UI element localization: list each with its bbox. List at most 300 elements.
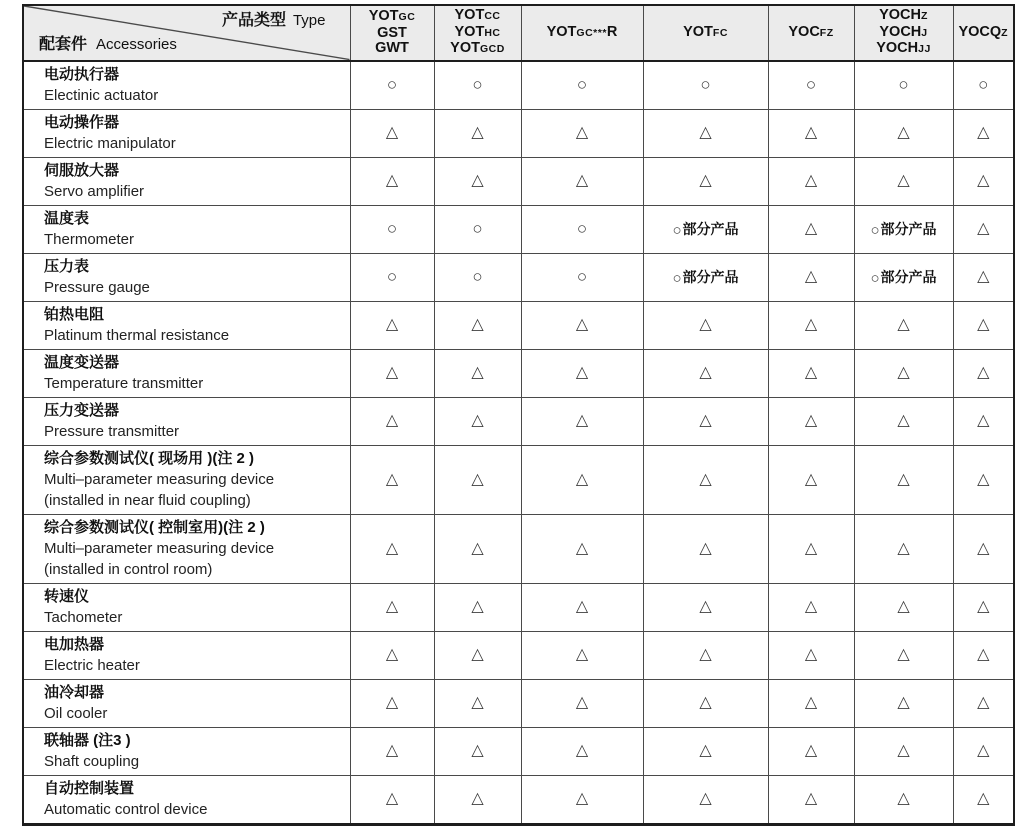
product-type-corner-label xyxy=(222,13,326,29)
symbol-cell xyxy=(434,253,521,301)
accessory-name-zh: 电动操作器 xyxy=(44,113,120,131)
partial-product-label: 部分产品 xyxy=(682,221,739,237)
symbol-cell xyxy=(953,727,1014,775)
accessory-name-en: Pressure transmitter xyxy=(44,422,180,440)
symbol-cell xyxy=(854,61,953,110)
product-type-header-7 xyxy=(953,5,1014,61)
product-code-line: YOCFZ xyxy=(788,23,834,40)
circle-symbol: ○ xyxy=(472,266,483,286)
product-code-line: YOTGCD xyxy=(450,40,505,56)
accessory-label-cell xyxy=(23,61,350,110)
symbol-cell xyxy=(854,583,953,631)
triangle-symbol: △ xyxy=(471,470,484,488)
product-code-line: YOCHZ xyxy=(879,7,928,23)
symbol-cell xyxy=(521,349,643,397)
accessory-name-en: Tachometer xyxy=(44,608,123,626)
triangle-symbol: △ xyxy=(804,412,818,429)
accessory-label-cell xyxy=(23,301,350,349)
triangle-symbol: △ xyxy=(699,316,712,333)
triangle-symbol: △ xyxy=(804,646,818,663)
triangle-symbol: △ xyxy=(471,646,484,663)
symbol-cell xyxy=(768,631,854,679)
triangle-symbol: △ xyxy=(699,790,712,807)
circle-symbol: ○ xyxy=(472,74,483,94)
symbol-cell xyxy=(643,514,768,583)
triangle-symbol: △ xyxy=(471,364,484,381)
symbol-cell xyxy=(643,301,768,349)
triangle-symbol: △ xyxy=(897,364,910,381)
symbol-cell xyxy=(854,445,953,514)
symbol-cell xyxy=(643,61,768,110)
symbol-cell xyxy=(434,349,521,397)
accessory-name-en: Platinum thermal resistance xyxy=(44,326,230,344)
product-code-line: GST xyxy=(377,24,407,41)
triangle-symbol: △ xyxy=(977,220,990,237)
accessory-label-cell xyxy=(23,397,350,445)
symbol-cell xyxy=(768,445,854,514)
triangle-symbol: △ xyxy=(897,646,910,663)
symbol-cell xyxy=(350,301,434,349)
symbol-cell xyxy=(434,61,521,110)
symbol-cell xyxy=(643,445,768,514)
triangle-symbol: △ xyxy=(385,790,399,807)
symbol-cell xyxy=(521,727,643,775)
symbol-cell xyxy=(521,157,643,205)
triangle-symbol: △ xyxy=(385,124,399,141)
symbol-cell xyxy=(521,301,643,349)
product-code-line: YOTCC xyxy=(454,7,501,23)
triangle-symbol: △ xyxy=(575,470,589,488)
table-row xyxy=(23,349,1014,397)
triangle-symbol: △ xyxy=(699,172,712,189)
symbol-cell xyxy=(434,445,521,514)
symbol-cell xyxy=(643,397,768,445)
partial-product-label: 部分产品 xyxy=(682,269,739,285)
symbol-cell xyxy=(521,631,643,679)
accessory-name-zh: 电加热器 xyxy=(44,635,105,653)
triangle-symbol: △ xyxy=(804,268,818,285)
table-row xyxy=(23,205,1014,253)
accessories-label-zh: 配套件 xyxy=(39,36,88,53)
triangle-symbol: △ xyxy=(471,316,484,333)
symbol-cell xyxy=(854,205,953,253)
symbol-cell xyxy=(350,583,434,631)
triangle-symbol: △ xyxy=(804,364,818,381)
symbol-cell xyxy=(768,583,854,631)
accessory-name-en: Thermometer xyxy=(44,230,135,248)
table-row xyxy=(23,679,1014,727)
symbol-cell xyxy=(854,631,953,679)
symbol-cell xyxy=(350,253,434,301)
table-row xyxy=(23,61,1014,110)
circle-partial-product xyxy=(870,221,936,238)
triangle-symbol: △ xyxy=(471,790,484,807)
symbol-cell xyxy=(854,253,953,301)
accessory-name-en: Electric manipulator xyxy=(44,134,176,152)
accessory-name-en: Automatic control device xyxy=(44,800,208,818)
product-code-line: YOTGC***R xyxy=(546,23,618,40)
triangle-symbol: △ xyxy=(977,646,990,663)
partial-product-label: 部分产品 xyxy=(880,221,937,237)
table-row xyxy=(23,631,1014,679)
triangle-symbol: △ xyxy=(471,694,484,711)
symbol-cell xyxy=(521,253,643,301)
symbol-cell xyxy=(953,205,1014,253)
triangle-symbol: △ xyxy=(385,364,399,381)
type-label-en: Type xyxy=(292,12,326,29)
triangle-symbol: △ xyxy=(804,742,818,759)
symbol-cell xyxy=(521,61,643,110)
triangle-symbol: △ xyxy=(575,598,589,615)
product-type-header-4 xyxy=(643,5,768,61)
symbol-cell xyxy=(434,631,521,679)
triangle-symbol: △ xyxy=(977,694,990,711)
symbol-cell xyxy=(854,109,953,157)
symbol-cell xyxy=(521,205,643,253)
triangle-symbol: △ xyxy=(699,412,712,429)
symbol-cell xyxy=(350,109,434,157)
symbol-cell xyxy=(521,397,643,445)
triangle-symbol: △ xyxy=(385,470,399,488)
accessory-name-zh: 压力表 xyxy=(44,257,90,275)
symbol-cell xyxy=(350,61,434,110)
triangle-symbol: △ xyxy=(804,470,818,488)
circle-symbol: ○ xyxy=(870,222,880,239)
triangle-symbol: △ xyxy=(804,598,818,615)
symbol-cell xyxy=(350,445,434,514)
symbol-cell xyxy=(643,679,768,727)
symbol-cell xyxy=(350,679,434,727)
circle-symbol: ○ xyxy=(805,74,817,94)
triangle-symbol: △ xyxy=(575,694,589,711)
partial-product-label: 部分产品 xyxy=(880,269,937,285)
symbol-cell xyxy=(953,349,1014,397)
accessory-name-en: Electric heater xyxy=(44,656,140,674)
symbol-cell xyxy=(350,205,434,253)
symbol-cell xyxy=(953,157,1014,205)
triangle-symbol: △ xyxy=(575,124,589,141)
circle-symbol: ○ xyxy=(386,218,398,238)
accessory-label-cell xyxy=(23,445,350,514)
accessory-name-zh: 电动执行器 xyxy=(44,65,120,83)
accessory-label-cell xyxy=(23,514,350,583)
triangle-symbol: △ xyxy=(699,539,712,557)
symbol-cell xyxy=(854,397,953,445)
accessory-label-cell xyxy=(23,583,350,631)
triangle-symbol: △ xyxy=(977,598,990,615)
triangle-symbol: △ xyxy=(977,539,990,557)
symbol-cell xyxy=(854,727,953,775)
accessories-compatibility-table xyxy=(22,4,1015,826)
triangle-symbol: △ xyxy=(804,172,818,189)
product-code-line: YOCHJJ xyxy=(876,40,931,56)
accessory-label-cell xyxy=(23,349,350,397)
circle-symbol: ○ xyxy=(672,270,682,287)
circle-symbol: ○ xyxy=(576,218,588,238)
accessory-name-en: Multi–parameter measuring device xyxy=(44,539,275,557)
accessory-label-cell xyxy=(23,253,350,301)
symbol-cell xyxy=(434,727,521,775)
triangle-symbol: △ xyxy=(471,124,484,141)
accessory-name-zh: 自动控制装置 xyxy=(44,779,135,797)
symbol-cell xyxy=(768,397,854,445)
triangle-symbol: △ xyxy=(699,646,712,663)
triangle-symbol: △ xyxy=(385,412,399,429)
accessory-name-zh: 综合参数测试仪( 现场用 )(注 2 ) xyxy=(44,449,254,467)
symbol-cell xyxy=(768,727,854,775)
circle-symbol: ○ xyxy=(576,266,588,286)
triangle-symbol: △ xyxy=(977,316,990,333)
accessory-name-zh: 伺服放大器 xyxy=(44,161,120,179)
triangle-symbol: △ xyxy=(575,364,589,381)
table-body xyxy=(23,61,1014,825)
accessory-name-en: Multi–parameter measuring device xyxy=(44,470,275,488)
table-row xyxy=(23,397,1014,445)
symbol-cell xyxy=(350,157,434,205)
type-label-zh: 产品类型 xyxy=(221,12,286,29)
accessory-name-en: Pressure gauge xyxy=(44,278,150,296)
symbol-cell xyxy=(768,205,854,253)
accessory-name-zh: 联轴器 (注3 ) xyxy=(44,731,131,749)
product-type-header-3 xyxy=(521,5,643,61)
symbol-cell xyxy=(350,397,434,445)
symbol-cell xyxy=(521,514,643,583)
symbol-cell xyxy=(854,349,953,397)
product-code-line: YOCHJ xyxy=(879,23,928,40)
symbol-cell xyxy=(768,253,854,301)
symbol-cell xyxy=(953,109,1014,157)
product-code-line: YOTHC xyxy=(454,23,501,40)
symbol-cell xyxy=(768,157,854,205)
triangle-symbol: △ xyxy=(804,539,818,557)
accessory-name-en: (installed in control room) xyxy=(44,560,213,578)
circle-symbol: ○ xyxy=(672,222,682,239)
triangle-symbol: △ xyxy=(575,172,589,189)
product-type-header-2 xyxy=(434,5,521,61)
symbol-cell xyxy=(521,583,643,631)
product-code-line: YOCQZ xyxy=(958,23,1009,40)
corner-header-cell xyxy=(23,5,350,61)
circle-symbol: ○ xyxy=(472,218,483,238)
circle-symbol: ○ xyxy=(978,74,989,94)
symbol-cell xyxy=(434,679,521,727)
accessory-name-zh: 综合参数测试仪( 控制室用)(注 2 ) xyxy=(44,518,265,536)
triangle-symbol: △ xyxy=(897,316,910,333)
triangle-symbol: △ xyxy=(699,694,712,711)
triangle-symbol: △ xyxy=(977,742,990,759)
symbol-cell xyxy=(643,205,768,253)
circle-symbol: ○ xyxy=(700,74,711,94)
triangle-symbol: △ xyxy=(699,742,712,759)
triangle-symbol: △ xyxy=(471,412,484,429)
symbol-cell xyxy=(643,583,768,631)
symbol-cell xyxy=(854,157,953,205)
symbol-cell xyxy=(350,631,434,679)
table-row xyxy=(23,157,1014,205)
catalog-sheet xyxy=(22,4,1015,826)
symbol-cell xyxy=(434,109,521,157)
triangle-symbol: △ xyxy=(897,412,910,429)
triangle-symbol: △ xyxy=(897,694,910,711)
circle-symbol: ○ xyxy=(386,74,398,94)
triangle-symbol: △ xyxy=(385,539,399,557)
symbol-cell xyxy=(953,631,1014,679)
table-row xyxy=(23,301,1014,349)
triangle-symbol: △ xyxy=(804,124,818,141)
symbol-cell xyxy=(434,157,521,205)
triangle-symbol: △ xyxy=(977,172,990,189)
symbol-cell xyxy=(953,61,1014,110)
product-type-header-5 xyxy=(768,5,854,61)
symbol-cell xyxy=(768,349,854,397)
symbol-cell xyxy=(434,301,521,349)
table-row xyxy=(23,109,1014,157)
table-row xyxy=(23,727,1014,775)
symbol-cell xyxy=(768,301,854,349)
accessories-corner-label xyxy=(39,37,177,53)
circle-partial-product xyxy=(672,221,738,238)
accessory-name-zh: 转速仪 xyxy=(44,587,90,605)
symbol-cell xyxy=(953,253,1014,301)
symbol-cell xyxy=(953,301,1014,349)
symbol-cell xyxy=(643,631,768,679)
symbol-cell xyxy=(953,514,1014,583)
table-row xyxy=(23,583,1014,631)
triangle-symbol: △ xyxy=(977,790,990,807)
product-type-header-6 xyxy=(854,5,953,61)
circle-symbol: ○ xyxy=(870,270,880,287)
accessory-name-zh: 温度表 xyxy=(44,209,90,227)
triangle-symbol: △ xyxy=(977,470,990,488)
symbol-cell xyxy=(768,61,854,110)
triangle-symbol: △ xyxy=(385,694,399,711)
accessory-name-en: Shaft coupling xyxy=(44,752,140,770)
accessory-label-cell xyxy=(23,157,350,205)
product-code-line: YOTFC xyxy=(683,23,728,40)
circle-symbol: ○ xyxy=(576,74,588,94)
triangle-symbol: △ xyxy=(977,268,990,285)
triangle-symbol: △ xyxy=(575,412,589,429)
symbol-cell xyxy=(434,514,521,583)
triangle-symbol: △ xyxy=(471,742,484,759)
symbol-cell xyxy=(643,349,768,397)
symbol-cell xyxy=(643,253,768,301)
symbol-cell xyxy=(521,109,643,157)
triangle-symbol: △ xyxy=(804,694,818,711)
triangle-symbol: △ xyxy=(575,539,589,557)
table-row xyxy=(23,514,1014,583)
triangle-symbol: △ xyxy=(575,742,589,759)
symbol-cell xyxy=(854,301,953,349)
triangle-symbol: △ xyxy=(385,646,399,663)
triangle-symbol: △ xyxy=(804,220,818,237)
symbol-cell xyxy=(350,727,434,775)
triangle-symbol: △ xyxy=(699,124,712,141)
symbol-cell xyxy=(953,397,1014,445)
triangle-symbol: △ xyxy=(575,316,589,333)
triangle-symbol: △ xyxy=(385,172,399,189)
symbol-cell xyxy=(854,679,953,727)
symbol-cell xyxy=(434,205,521,253)
triangle-symbol: △ xyxy=(897,539,910,557)
triangle-symbol: △ xyxy=(471,172,484,189)
accessory-name-en: (installed in near fluid coupling) xyxy=(44,491,251,509)
accessory-name-en: Servo amplifier xyxy=(44,182,145,200)
accessory-label-cell xyxy=(23,205,350,253)
triangle-symbol: △ xyxy=(804,316,818,333)
product-code-line: YOTGC xyxy=(368,8,416,24)
symbol-cell xyxy=(434,583,521,631)
triangle-symbol: △ xyxy=(699,470,712,488)
triangle-symbol: △ xyxy=(977,364,990,381)
accessory-label-cell xyxy=(23,109,350,157)
triangle-symbol: △ xyxy=(897,742,910,759)
circle-symbol: ○ xyxy=(386,266,398,286)
triangle-symbol: △ xyxy=(897,470,910,488)
triangle-symbol: △ xyxy=(804,790,818,807)
header-row xyxy=(23,5,1014,61)
triangle-symbol: △ xyxy=(897,790,910,807)
circle-symbol: ○ xyxy=(898,74,909,94)
triangle-symbol: △ xyxy=(699,598,712,615)
accessory-name-zh: 铂热电阻 xyxy=(44,305,105,323)
circle-partial-product xyxy=(672,269,738,286)
symbol-cell xyxy=(643,157,768,205)
triangle-symbol: △ xyxy=(977,124,990,141)
triangle-symbol: △ xyxy=(897,172,910,189)
circle-partial-product xyxy=(870,269,936,286)
accessory-name-en: Temperature transmitter xyxy=(44,374,204,392)
triangle-symbol: △ xyxy=(575,790,589,807)
triangle-symbol: △ xyxy=(575,646,589,663)
triangle-symbol: △ xyxy=(897,598,910,615)
accessory-name-zh: 压力变送器 xyxy=(44,401,120,419)
table-row xyxy=(23,445,1014,514)
triangle-symbol: △ xyxy=(471,598,484,615)
accessory-label-cell xyxy=(23,631,350,679)
triangle-symbol: △ xyxy=(699,364,712,381)
accessories-label-en: Accessories xyxy=(96,36,177,53)
accessory-name-zh: 油冷却器 xyxy=(44,683,105,701)
triangle-symbol: △ xyxy=(385,316,399,333)
symbol-cell xyxy=(521,679,643,727)
accessory-name-zh: 温度变送器 xyxy=(44,353,120,371)
accessory-label-cell xyxy=(23,679,350,727)
product-code-line: GWT xyxy=(375,40,409,56)
triangle-symbol: △ xyxy=(977,412,990,429)
symbol-cell xyxy=(521,445,643,514)
symbol-cell xyxy=(953,679,1014,727)
symbol-cell xyxy=(350,514,434,583)
symbol-cell xyxy=(643,109,768,157)
symbol-cell xyxy=(953,445,1014,514)
triangle-symbol: △ xyxy=(471,539,484,557)
symbol-cell xyxy=(768,514,854,583)
accessory-label-cell xyxy=(23,727,350,775)
triangle-symbol: △ xyxy=(385,742,399,759)
triangle-symbol: △ xyxy=(897,124,910,141)
symbol-cell xyxy=(643,727,768,775)
symbol-cell xyxy=(768,679,854,727)
table-row xyxy=(23,253,1014,301)
symbol-cell xyxy=(434,397,521,445)
symbol-cell xyxy=(350,349,434,397)
symbol-cell xyxy=(953,583,1014,631)
accessory-name-en: Oil cooler xyxy=(44,704,108,722)
symbol-cell xyxy=(854,514,953,583)
triangle-symbol: △ xyxy=(385,598,399,615)
product-type-header-1 xyxy=(350,5,434,61)
